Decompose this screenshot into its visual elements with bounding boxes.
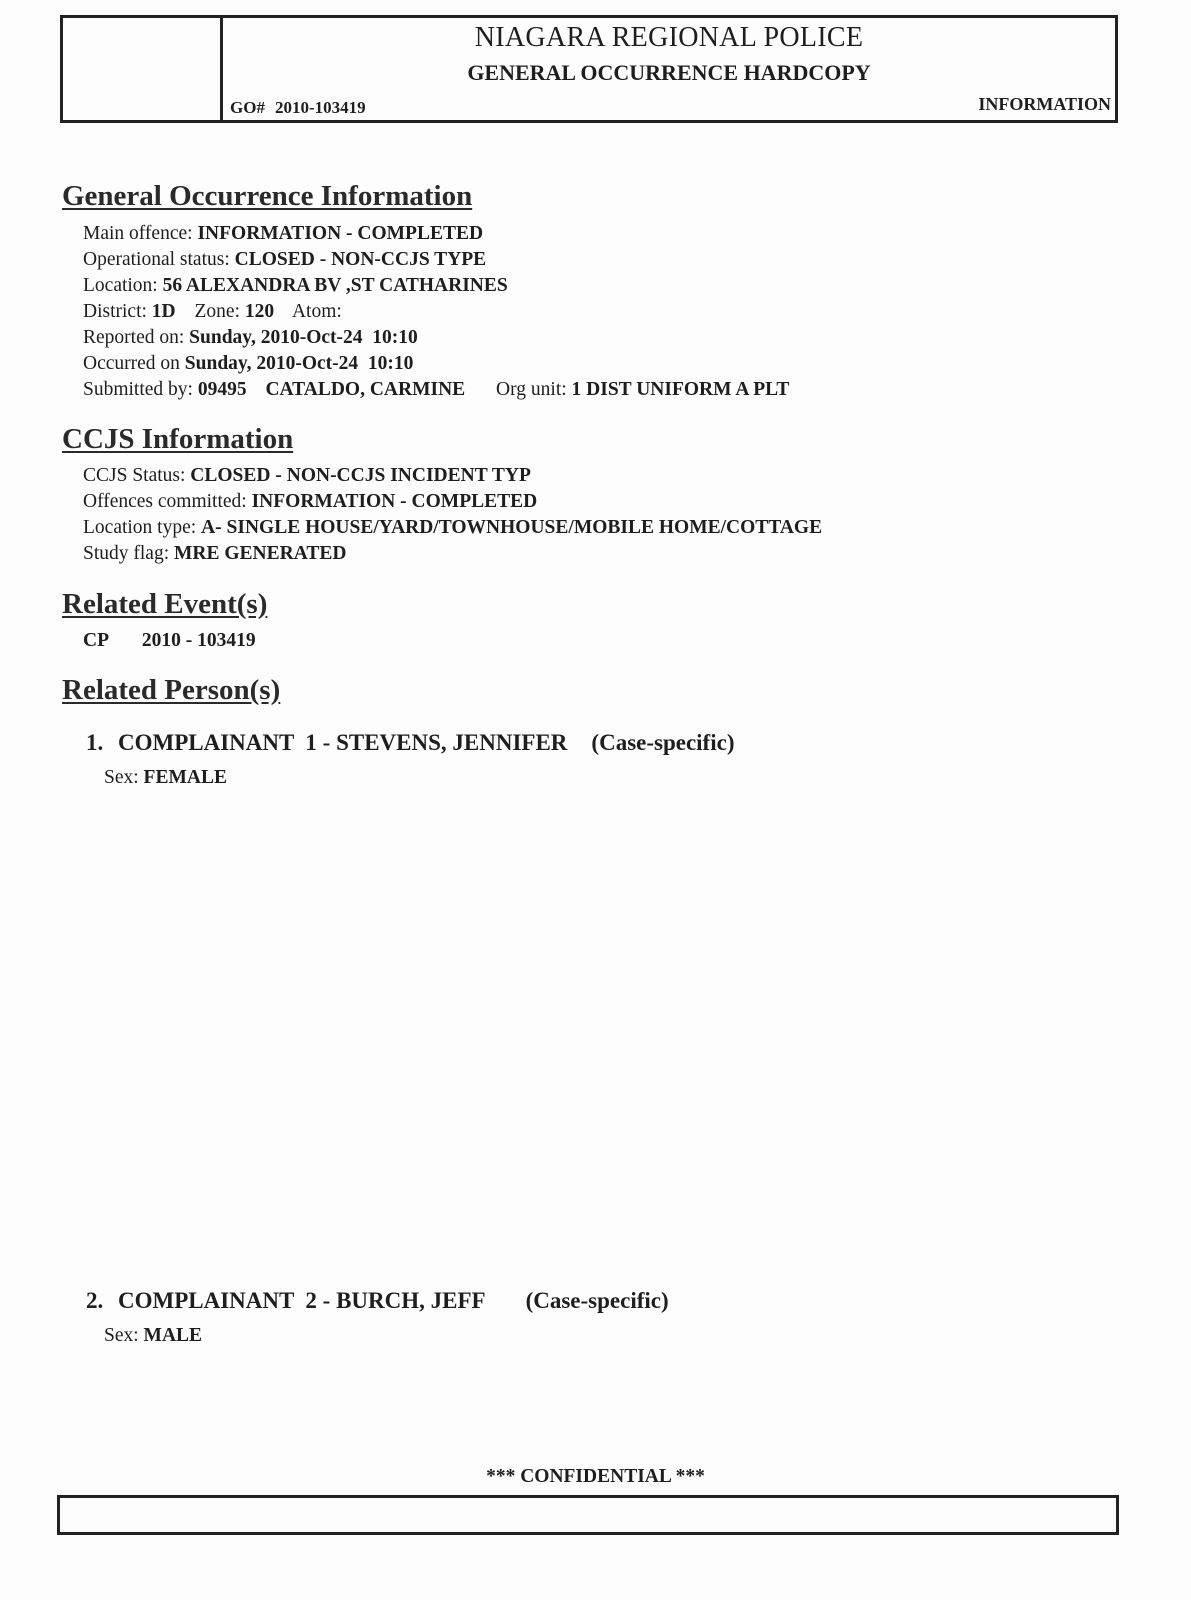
person-sex-line <box>104 1325 202 1347</box>
operational-status-value: CLOSED - NON-CCJS TYPE <box>234 249 487 270</box>
reported-label: Reported on: <box>83 327 185 348</box>
go-number-label: GO# <box>230 98 265 117</box>
event-item <box>83 630 256 652</box>
event-number: 2010 - 103419 <box>141 630 256 651</box>
go-number-value: 2010-103419 <box>274 98 366 117</box>
header-logo-cell <box>63 18 223 120</box>
occurred-label: Occurred on <box>83 353 180 374</box>
offences-line <box>83 491 537 513</box>
go-number <box>230 98 366 118</box>
general-section-heading: General Occurrence Information <box>62 180 473 212</box>
sex-label: Sex: <box>104 767 139 788</box>
location-type-line <box>83 517 822 539</box>
location-line <box>83 275 508 297</box>
org-unit-label: Org unit: <box>496 379 567 400</box>
ccjs-status-value: CLOSED - NON-CCJS INCIDENT TYP <box>190 465 531 486</box>
confidential-label: *** CONFIDENTIAL *** <box>486 1466 705 1487</box>
district-value: 1D <box>151 301 176 322</box>
district-label: District: <box>83 301 147 322</box>
study-flag-line <box>83 543 346 565</box>
person-sex-line <box>104 767 227 789</box>
footer-box <box>57 1495 1119 1535</box>
submitted-id: 09495 <box>197 379 247 400</box>
report-header <box>60 15 1118 123</box>
offences-value: INFORMATION - COMPLETED <box>251 491 538 512</box>
report-type: GENERAL OCCURRENCE HARDCOPY <box>467 60 871 85</box>
occurred-value: Sunday, 2010-Oct-24 10:10 <box>184 353 414 374</box>
submitted-label: Submitted by: <box>83 379 193 400</box>
operational-status-line <box>83 249 486 271</box>
events-section-heading: Related Event(s) <box>62 588 268 620</box>
location-label: Location: <box>83 275 158 296</box>
main-offence-label: Main offence: <box>83 223 193 244</box>
person-role: COMPLAINANT 1 - STEVENS, JENNIFER <box>118 730 568 755</box>
operational-status-label: Operational status: <box>83 249 230 270</box>
submitted-name: CATALDO, CARMINE <box>265 379 466 400</box>
person-role: COMPLAINANT 2 - BURCH, JEFF <box>118 1288 486 1313</box>
occurred-line <box>83 353 413 375</box>
main-offence-line <box>83 223 483 245</box>
person-case-note: (Case-specific) <box>525 1288 669 1313</box>
reported-value: Sunday, 2010-Oct-24 10:10 <box>189 327 418 348</box>
sex-label: Sex: <box>104 1325 139 1346</box>
reported-line <box>83 327 418 349</box>
ccjs-status-line <box>83 465 531 487</box>
main-offence-value: INFORMATION - COMPLETED <box>197 223 484 244</box>
ccjs-status-label: CCJS Status: <box>83 465 186 486</box>
person-sex: FEMALE <box>143 767 227 788</box>
person-index: 1. <box>86 730 104 755</box>
location-type-value: A- SINGLE HOUSE/YARD/TOWNHOUSE/MOBILE HOME/COTTAGE <box>201 517 823 538</box>
atom-label: Atom: <box>291 301 342 322</box>
agency-name: NIAGARA REGIONAL POLICE <box>474 22 864 53</box>
location-value: 56 ALEXANDRA BV ,ST CATHARINES <box>162 275 508 296</box>
person-index: 2. <box>86 1288 104 1313</box>
person-entry <box>86 1288 669 1314</box>
person-sex: MALE <box>143 1325 203 1346</box>
classification-label: INFORMATION <box>978 94 1111 114</box>
offences-label: Offences committed: <box>83 491 247 512</box>
ccjs-section-heading: CCJS Information <box>62 423 294 455</box>
person-entry <box>86 730 734 756</box>
event-type: CP <box>83 630 109 651</box>
zone-value: 120 <box>244 301 275 322</box>
location-type-label: Location type: <box>83 517 197 538</box>
district-line <box>83 301 342 323</box>
org-unit-value: 1 DIST UNIFORM A PLT <box>571 379 790 400</box>
person-case-note: (Case-specific) <box>591 730 735 755</box>
study-flag-value: MRE GENERATED <box>174 543 347 564</box>
zone-label: Zone: <box>194 301 240 322</box>
persons-section-heading: Related Person(s) <box>62 674 281 706</box>
study-flag-label: Study flag: <box>83 543 170 564</box>
submitted-line <box>83 379 789 401</box>
